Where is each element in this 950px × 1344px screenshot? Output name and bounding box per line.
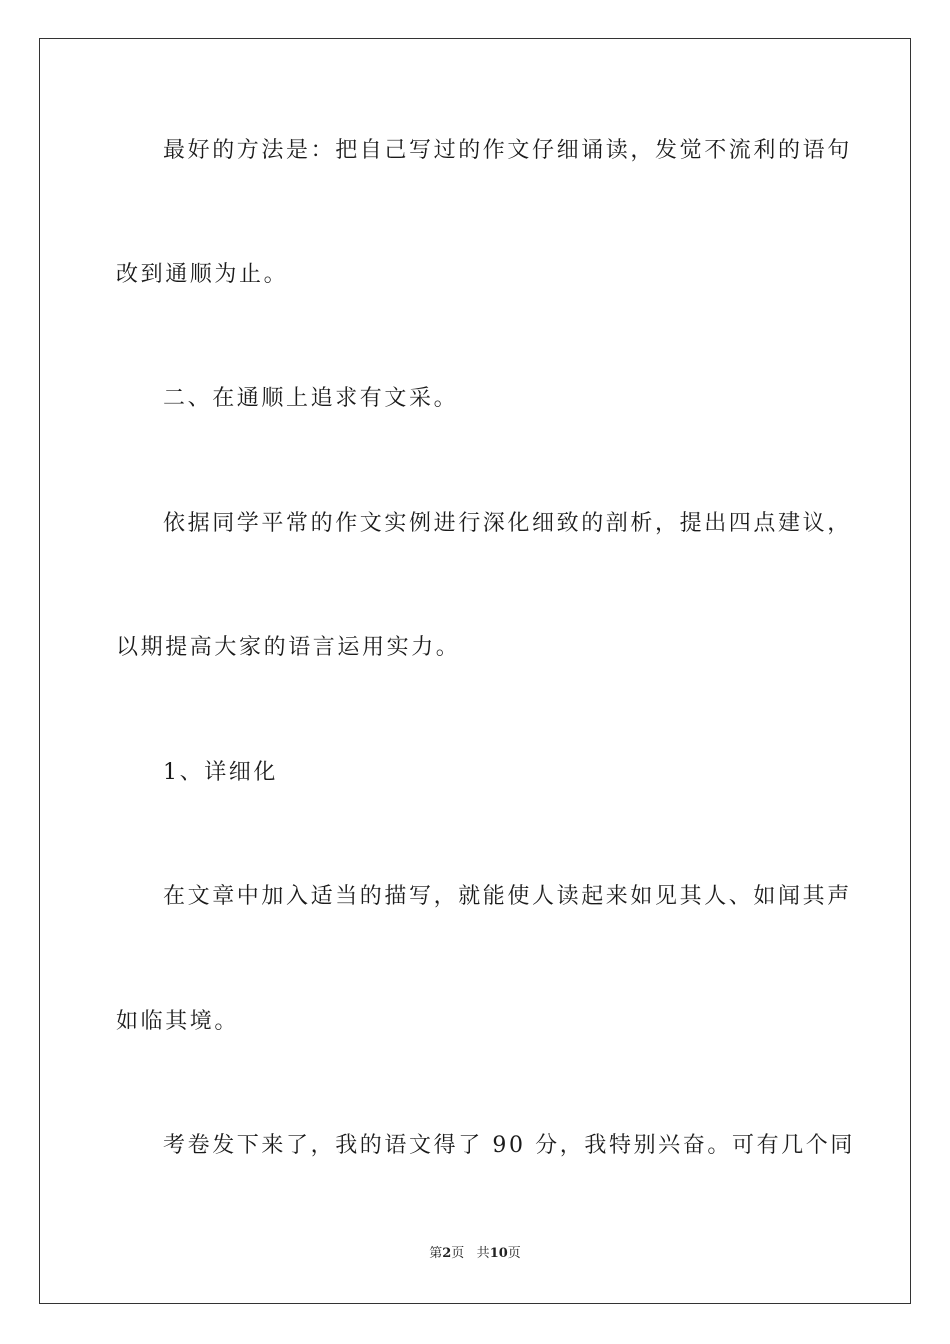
- paragraph-line-7: 考卷发下来了，我的语文得了 90 分，我特别兴奋。可有几个同: [163, 1133, 855, 1158]
- paragraph-line-3: 依据同学平常的作文实例进行深化细致的剖析，提出四点建议，: [163, 511, 852, 536]
- paragraph-line-1: 最好的方法是：把自己写过的作文仔细诵读，发觉不流利的语句: [163, 138, 852, 163]
- footer-page-number: 2: [442, 1246, 452, 1261]
- paragraph-line-5: 在文章中加入适当的描写，就能使人读起来如见其人、如闻其声: [163, 884, 852, 909]
- page-border: [39, 38, 911, 1304]
- page-footer: [0, 1245, 950, 1263]
- footer-total-prefix: 共: [476, 1246, 490, 1261]
- footer-page-prefix: 第: [429, 1246, 443, 1261]
- footer-total-pages: 10: [489, 1246, 508, 1261]
- paragraph-line-6: 如临其境。: [116, 1009, 240, 1034]
- section-heading: 二、在通顺上追求有文采。: [163, 386, 459, 411]
- paragraph-line-4: 以期提高大家的语言运用实力。: [116, 635, 461, 660]
- footer-total-suffix: 页: [507, 1246, 521, 1261]
- subsection-heading: 1、详细化: [163, 760, 278, 785]
- footer-page-suffix: 页: [451, 1246, 465, 1261]
- paragraph-line-2: 改到通顺为止。: [116, 262, 289, 287]
